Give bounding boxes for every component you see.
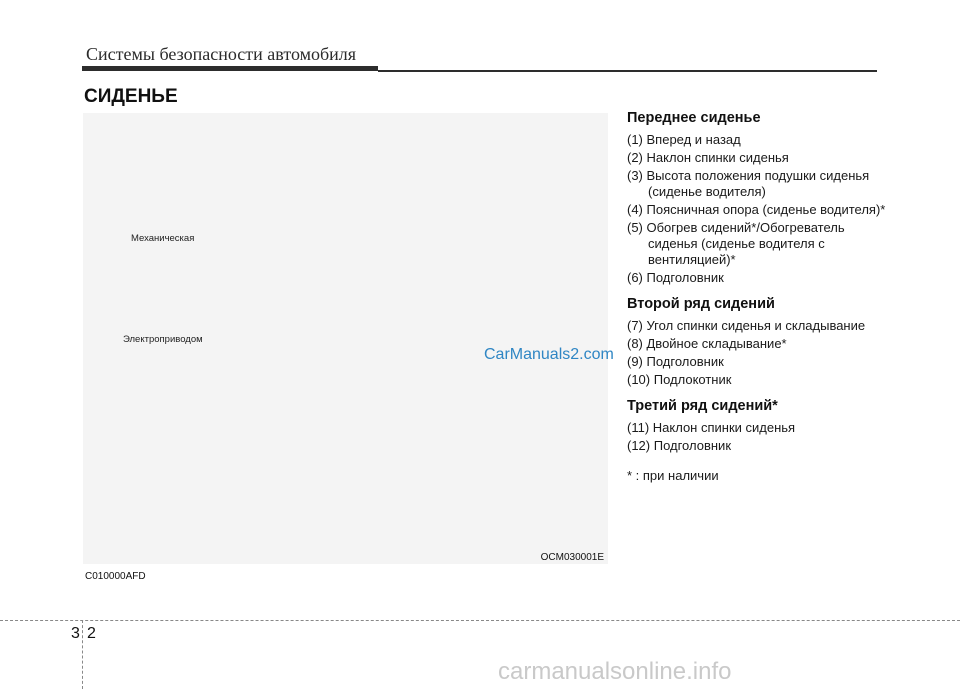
list-item: (12) Подголовник [627,438,731,453]
page-number: 2 [87,625,96,642]
list-item: (9) Подголовник [627,354,724,369]
front-seat-heading: Переднее сиденье [627,110,761,126]
header-rule-thick [82,66,378,71]
header-rule-thin [378,70,877,72]
list-item: (1) Вперед и назад [627,132,741,147]
list-item: (3) Высота положения подушки сиденья (сиденье водителя) [627,168,870,199]
second-row-list [627,318,897,388]
page-chapter-number: 3 [71,625,80,642]
seat-illustration [83,113,608,564]
figure-label-mechanical: Механическая [131,233,195,244]
footer-dashed-divider [82,620,83,689]
footer-dashed-line [0,620,960,621]
section-title: СИДЕНЬЕ [84,86,178,107]
list-item: (10) Подлокотник [627,372,732,387]
list-item: (11) Наклон спинки сиденья [627,420,796,435]
chapter-header-title: Системы безопасности автомобиля [86,44,357,64]
carmanuals-watermark: CarManuals2.com [484,346,614,363]
site-watermark: carmanualsonline.info [498,658,732,685]
availability-footnote: * : при наличии [627,468,719,483]
third-row-heading: Третий ряд сидений* [627,398,778,414]
front-seat-list [627,132,897,286]
list-item: (6) Подголовник [627,270,724,285]
list-item: (5) Обогрев сидений*/Обогреватель сиденья (сиденье водителя с вентиляцией)* [627,220,845,267]
caption-code: C010000AFD [85,571,146,582]
figure-image-code: OCM030001E [540,552,604,563]
second-row-heading: Второй ряд сидений [627,296,775,312]
third-row-list [627,420,897,454]
seat-controls-text [627,110,897,483]
list-item: (8) Двойное складывание* [627,336,787,351]
list-item: (4) Поясничная опора (сиденье водителя)* [627,202,886,217]
list-item: (2) Наклон спинки сиденья [627,150,789,165]
list-item: (7) Угол спинки сиденья и складывание [627,318,866,333]
figure-label-electric: Электроприводом [123,334,203,345]
